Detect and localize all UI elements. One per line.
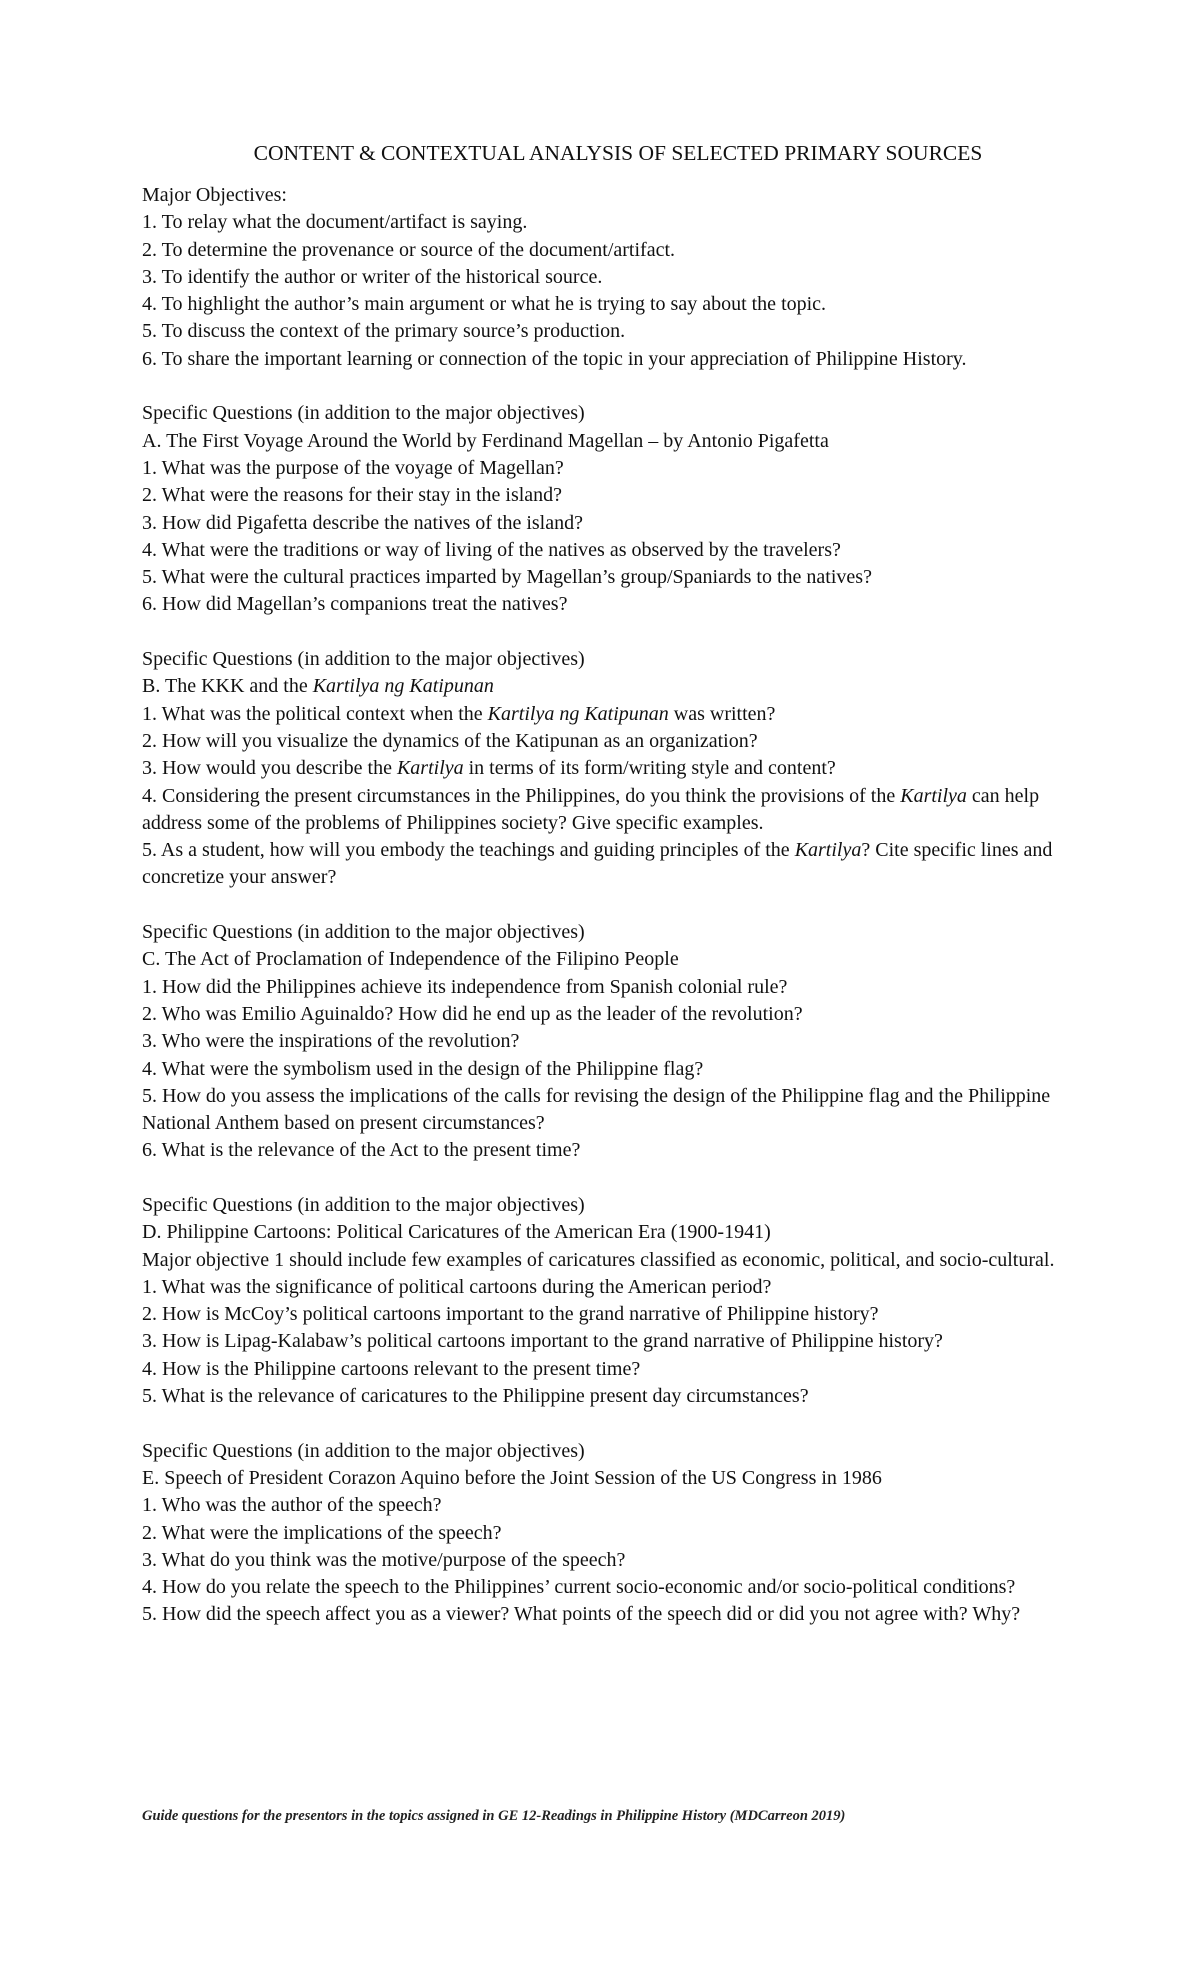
question-item: 1. How did the Philippines achieve its independence from Spanish colonial rule? xyxy=(142,975,788,998)
question-item: 3. Who were the inspirations of the revolution? xyxy=(142,1030,520,1053)
topic-text: B. The KKK and the xyxy=(142,675,313,698)
question-italic-title: Kartilya xyxy=(794,839,862,862)
spacer xyxy=(142,373,1072,400)
topic-italic-title: Kartilya ng Katipunan xyxy=(312,675,494,698)
question-item xyxy=(142,701,1072,728)
question-item: 2. How will you visualize the dynamics of the Katipunan as an organization? xyxy=(142,729,758,752)
question-item: 4. What were the symbolism used in the design of the Philippine flag? xyxy=(142,1057,704,1080)
section-heading: Specific Questions (in addition to the major objectives) xyxy=(142,921,585,944)
section-b xyxy=(142,646,1072,892)
objectives-heading: Major Objectives: xyxy=(142,184,287,206)
section-note: Major objective 1 should include few examples of caricatures classified as economic, political, and socio-cultural. xyxy=(142,1248,1055,1271)
question-item: 2. Who was Emilio Aguinaldo? How did he end up as the leader of the revolution? xyxy=(142,1002,803,1025)
spacer xyxy=(142,619,1072,646)
section-heading: Specific Questions (in addition to the major objectives) xyxy=(142,648,585,671)
objective-item: 1. To relay what the document/artifact is saying. xyxy=(142,211,528,234)
objective-item: 5. To discuss the context of the primary source’s production. xyxy=(142,320,626,343)
question-item: 2. What were the reasons for their stay in the island? xyxy=(142,484,563,507)
question-item xyxy=(142,837,1072,892)
question-text: was written? xyxy=(668,702,776,725)
question-item: 5. How do you assess the implications of the calls for revising the design of the Philippine flag and the Philippine National Anthem based on present circumstances? xyxy=(142,1084,1051,1135)
question-text: can help address some of the problems of Philippines society? Give specific examples. xyxy=(142,784,1040,834)
question-item: 1. What was the significance of political cartoons during the American period? xyxy=(142,1275,772,1298)
question-item: 2. What were the implications of the speech? xyxy=(142,1521,502,1544)
objective-item: 3. To identify the author or writer of the historical source. xyxy=(142,265,603,288)
spacer xyxy=(142,1165,1072,1192)
question-item: 3. How is Lipag-Kalabaw’s political cartoons important to the grand narrative of Philippine history? xyxy=(142,1330,943,1353)
section-topic: E. Speech of President Corazon Aquino before the Joint Session of the US Congress in 1986 xyxy=(142,1466,882,1489)
question-item: 3. How did Pigafetta describe the natives of the island? xyxy=(142,511,583,534)
objective-item: 4. To highlight the author’s main argument or what he is trying to say about the topic. xyxy=(142,293,827,316)
question-item: 5. What were the cultural practices imparted by Magellan’s group/Spaniards to the natives? xyxy=(142,566,872,589)
spacer xyxy=(142,1410,1072,1437)
question-item: 4. How do you relate the speech to the Philippines’ current socio-economic and/or socio-political conditions? xyxy=(142,1576,1016,1599)
question-item: 6. What is the relevance of the Act to the present time? xyxy=(142,1139,581,1162)
question-item: 5. What is the relevance of caricatures to the Philippine present day circumstances? xyxy=(142,1385,809,1408)
question-text: 5. As a student, how will you embody the teachings and guiding principles of the xyxy=(142,839,795,862)
spacer xyxy=(142,892,1072,919)
section-topic: A. The First Voyage Around the World by Ferdinand Magellan – by Antonio Pigafetta xyxy=(142,429,829,452)
question-item xyxy=(142,755,1072,782)
question-item: 2. How is McCoy’s political cartoons important to the grand narrative of Philippine history? xyxy=(142,1303,879,1326)
question-text: ? Cite specific lines and concretize your answer? xyxy=(142,839,1053,889)
question-item: 4. What were the traditions or way of living of the natives as observed by the travelers? xyxy=(142,538,841,561)
question-text: 4. Considering the present circumstances in the Philippines, do you think the provisions of the xyxy=(142,784,901,807)
section-topic: C. The Act of Proclamation of Independence of the Filipino People xyxy=(142,948,679,971)
question-item: 1. What was the purpose of the voyage of Magellan? xyxy=(142,456,564,479)
question-italic-title: Kartilya xyxy=(900,784,967,807)
question-text: 3. How would you describe the xyxy=(142,757,397,780)
question-text: in terms of its form/writing style and content? xyxy=(463,757,836,780)
document-page xyxy=(142,140,1072,1629)
question-item: 5. How did the speech affect you as a viewer? What points of the speech did or did you not agree with? Why? xyxy=(142,1603,1021,1626)
section-heading: Specific Questions (in addition to the major objectives) xyxy=(142,402,585,425)
section-e xyxy=(142,1438,1072,1629)
objective-item: 6. To share the important learning or connection of the topic in your appreciation of Philippine History. xyxy=(142,347,967,370)
question-italic-title: Kartilya ng Katipunan xyxy=(487,702,669,725)
section-topic xyxy=(142,673,1072,700)
question-item xyxy=(142,783,1072,838)
section-heading: Specific Questions (in addition to the major objectives) xyxy=(142,1439,585,1462)
question-italic-title: Kartilya xyxy=(396,757,464,780)
section-c xyxy=(142,919,1072,1165)
section-d xyxy=(142,1192,1072,1410)
document-footer: Guide questions for the presentors in the topics assigned in GE 12-Readings in Philippine History (MDCarreon 2019) xyxy=(142,1808,846,1824)
question-item: 3. What do you think was the motive/purpose of the speech? xyxy=(142,1548,626,1571)
major-objectives xyxy=(142,182,1072,373)
question-item: 1. Who was the author of the speech? xyxy=(142,1494,442,1517)
question-item: 6. How did Magellan’s companions treat the natives? xyxy=(142,593,568,616)
question-item: 4. How is the Philippine cartoons relevant to the present time? xyxy=(142,1357,641,1380)
section-topic: D. Philippine Cartoons: Political Caricatures of the American Era (1900-1941) xyxy=(142,1221,771,1244)
document-title: CONTENT & CONTEXTUAL ANALYSIS OF SELECTED PRIMARY SOURCES xyxy=(253,141,983,165)
objective-item: 2. To determine the provenance or source of the document/artifact. xyxy=(142,238,676,261)
section-heading: Specific Questions (in addition to the major objectives) xyxy=(142,1193,585,1216)
question-text: 1. What was the political context when the xyxy=(142,702,488,725)
section-a xyxy=(142,400,1072,618)
